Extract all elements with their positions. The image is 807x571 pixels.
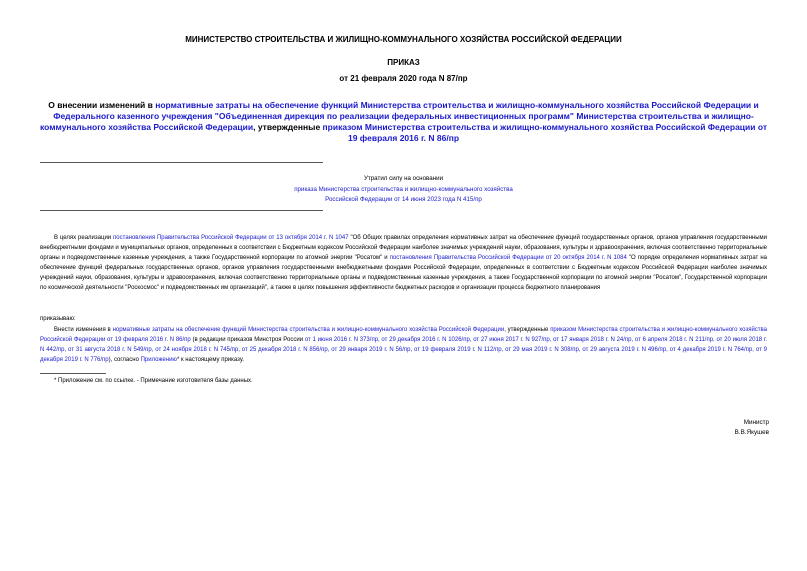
title-middle: , утвержденные: [253, 122, 323, 132]
preamble-text-c: "О порядке определения нормативных затрат на обеспечение функций федеральных государственных органов, органов управления государственными внебюджетными фондами Российской Федерации, определенных в соответствии с Бюджетным кодексом Российской Федерации наиболее значимых учреждений науки, образования, культуры и здравоохранения, включая соответственно территориальные органы и подведомственные казенные учреждения, а также Государственной корпорации по атомной энергии "Росатом", Государственной корпорации по космической деятельности "Роскосмос" и подведомственных им организаций", а также в целях повышения эффективности бюджетных расходов и организации процесса бюджетного планирования: [40, 255, 767, 291]
lost-force-link-line2[interactable]: приказа Министерства строительства и жилищно-коммунального хозяйства: [294, 186, 513, 193]
footnote-divider: [40, 373, 106, 374]
link-amending-orders[interactable]: от 1 июня 2016 г. N 373/пр, от 29 декабря 2016 г. N 1026/пр, от 27 июня 2017 г. N 927/пр, от 17 января 2018 г. N 24/пр, от 6 апреля 2018 г. N 211/пр, от 20 июля 2018 г. N 442/пр, от 31 августа 2018 г. N 549/пр, от 24 ноября 2018 г. N 745/пр, от 25 декабря 2018 г. N 856/пр, от 29 января 2019 г. N 56/пр, от 19 февраля 2019 г. N 112/пр, от 29 мая 2019 г. N 308/пр, от 29 августа 2019 г. N 496/пр, от 4 декабря 2019 г. N 764/пр, от 9 декабря 2019 г. N 776/пр: [40, 337, 767, 363]
preamble-text-a: В целях реализации: [54, 235, 114, 241]
title-prefix: О внесении изменений в: [48, 100, 156, 110]
divider-top: [40, 162, 323, 163]
signature-name: В.В.Якушев: [734, 429, 769, 436]
order-text-e: * к настоящему приказу.: [176, 357, 244, 363]
footnote: * Приложение см. по ссылке. - Примечание изготовителя базы данных.: [54, 378, 253, 384]
lost-force-line1: Утратил силу на основании: [363, 175, 444, 182]
order-text-a: Внести изменения в: [54, 327, 113, 333]
document-type: ПРИКАЗ: [387, 58, 420, 67]
link-decree-1047[interactable]: постановления Правительства Российской Федерации от 13 октября 2014 г. N 1047: [113, 235, 349, 241]
title-link-order-86[interactable]: приказом Министерства строительства и жилищно-коммунального хозяйства Российской Федерации от 19 февраля 2016 г. N 86/пр: [322, 122, 767, 143]
link-normative-costs[interactable]: нормативные затраты на обеспечение функций Министерства строительства и жилищно-коммунального хозяйства Российской Федерации: [112, 327, 505, 333]
link-decree-1084[interactable]: постановления Правительства Российской Федерации от 20 октября 2014 г. N 1084: [389, 255, 627, 261]
link-appendix[interactable]: Приложению: [140, 357, 177, 363]
order-text-d: ), согласно: [108, 357, 141, 363]
document-title: [40, 100, 767, 144]
signature-role: Министр: [743, 419, 769, 426]
link-order-86[interactable]: приказом Министерства строительства и жилищно-коммунального хозяйства Российской Федерации от 19 февраля 2016 г. N 86/пр: [40, 327, 768, 343]
divider-bottom: [40, 210, 323, 211]
title-link-normative-costs[interactable]: нормативные затраты на обеспечение функций Министерства строительства и жилищно-коммунального хозяйства Российской Федерации и Федерального казенного учреждения "Объединенная дирекция по реализации федеральных инвестиционных программ" Министерства строительства и жилищно-коммунального хозяйства Российской Федерации: [40, 100, 759, 132]
preamble-text-b: "Об Общих правилах определения нормативных затрат на обеспечение функций государственных органов, органов управления государственными внебюджетными фондами и муниципальных органов, определенных в соответствии с Бюджетным кодексом Российской Федерации наиболее значимых учреждений науки, образования, культуры и здравоохранения, включая соответственно территориальные органы и подведомственные казенные учреждения, а также Государственной корпорации по атомной энергии "Росатом" и: [40, 235, 767, 261]
ministry-header: МИНИСТЕРСТВО СТРОИТЕЛЬСТВА И ЖИЛИЩНО-КОММУНАЛЬНОГО ХОЗЯЙСТВА РОССИЙСКОЙ ФЕДЕРАЦИИ: [185, 35, 622, 44]
order-text-c: (в редакции приказов Минстроя России: [190, 337, 305, 343]
document-date-number: от 21 февраля 2020 года N 87/пр: [339, 74, 468, 83]
order-word: приказываю:: [40, 316, 76, 322]
order-paragraph: [40, 325, 767, 365]
order-text-b: , утвержденные: [504, 327, 551, 333]
preamble-paragraph: [40, 233, 767, 293]
lost-force-link-line3[interactable]: Российской Федерации от 14 июня 2023 года N 415/пр: [325, 196, 482, 203]
